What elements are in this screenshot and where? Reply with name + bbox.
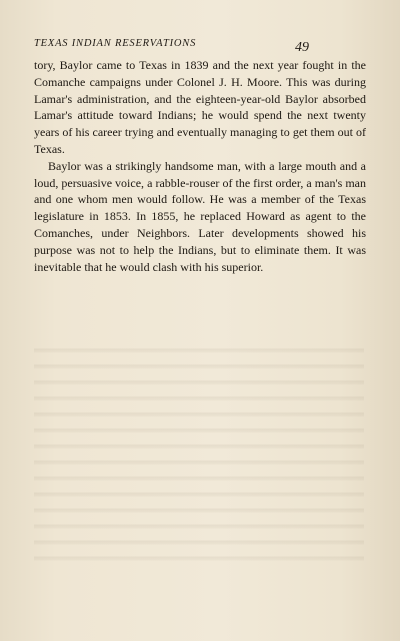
paragraph-2: Baylor was a strikingly handsome man, with a large mouth and a loud, persuasive voice, a rabble-rouser of the first order, a man's man and one whom men would follow. He was a member of the Texas legislature in 1853. In 1855, he replaced Howard as agent to the Comanches, under Neighbors. Later developments showed his purpose was not to help the Indians, but to eliminate them. It was inevitable that he would clash with his superior.: [34, 158, 366, 274]
running-head: TEXAS INDIAN RESERVATIONS: [34, 38, 197, 49]
page-number: 49: [295, 40, 309, 55]
body-text: [34, 57, 366, 275]
paragraph-1: tory, Baylor came to Texas in 1839 and the next year fought in the Comanche campaigns under Colonel J. H. Moore. This was during Lamar's administration, and the eighteen-year-old Baylor absorbed Lamar's attitude toward Indians; he would spend the next twenty years of his career trying and eventually managing to get them out of Texas.: [34, 58, 366, 156]
